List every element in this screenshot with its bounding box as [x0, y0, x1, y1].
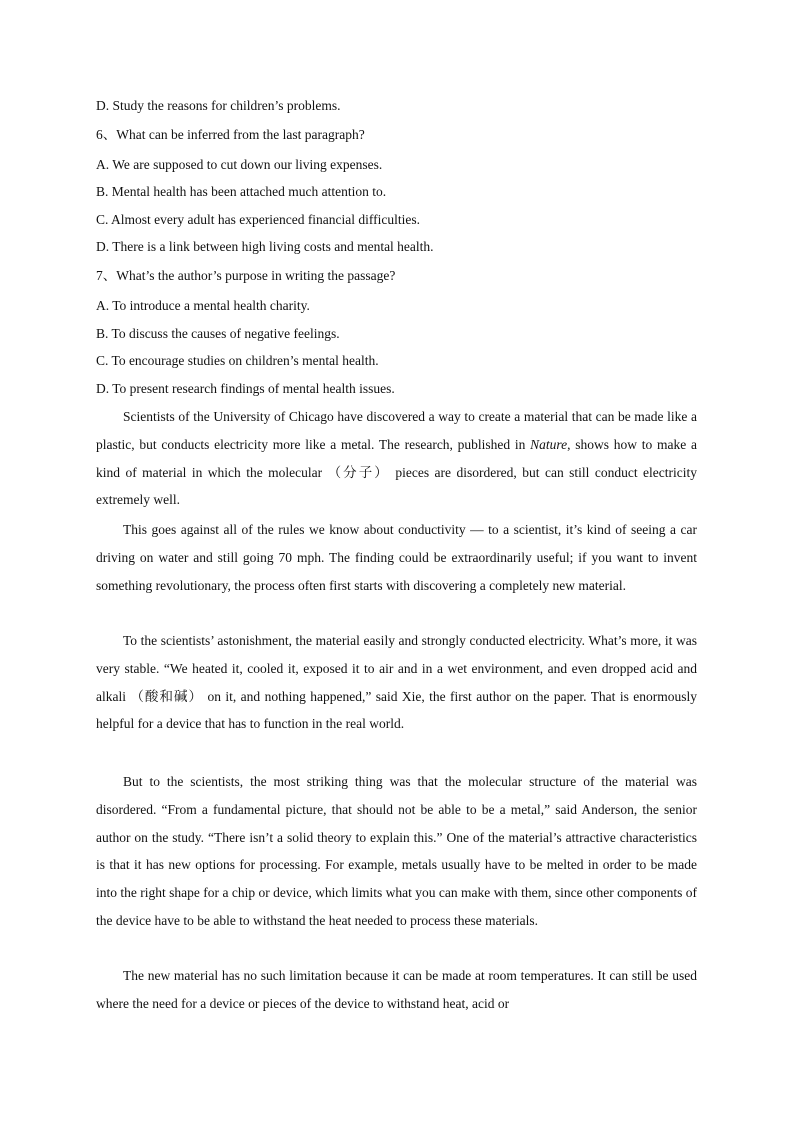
- p1-text-end: , shows how to make a kind of material in which the molecular （分子） pieces are disordered, but can still conduct electricity extremely well.: [96, 436, 697, 508]
- q6-option-d: D. There is a link between high living costs and mental health.: [96, 239, 434, 254]
- passage-paragraph-5: The new material has no such limitation because it can be made at room temperatures. It can still be used where the need for a device or pieces of the device to withstand heat, acid or: [96, 968, 697, 1011]
- passage-paragraph-1: [96, 403, 697, 514]
- p1-text-start: Scientists of the University of Chicago have discovered a way to create a material that can be made like a plastic, but conducts electricity more like a metal. The research, published in: [96, 409, 697, 452]
- q7-option-c: C. To encourage studies on children’s mental health.: [96, 353, 379, 368]
- passage-paragraph-2: This goes against all of the rules we know about conductivity — to a scientist, it’s kind of seeing a car driving on water and still going 70 mph. The finding could be extraordinarily useful; if you want to invent something revolutionary, the process often first starts with discovering a completely new material.: [96, 522, 697, 593]
- q7-stem: 7、What’s the author’s purpose in writing the passage?: [96, 268, 396, 283]
- q6-option-b: B. Mental health has been attached much attention to.: [96, 184, 387, 199]
- q7-option-d: D. To present research findings of mental health issues.: [96, 381, 395, 396]
- q5-option-d: D. Study the reasons for children’s problems.: [96, 98, 341, 113]
- q7-option-b: B. To discuss the causes of negative feelings.: [96, 326, 340, 341]
- q6-option-a: A. We are supposed to cut down our living expenses.: [96, 157, 383, 172]
- passage-paragraph-4: But to the scientists, the most striking thing was that the molecular structure of the material was disordered. “From a fundamental picture, that should not be able to be a metal,” said Anderson, the senior author on the study. “There isn’t a solid theory to explain this.” One of the material’s attractive characteristics is that it has new options for processing. For example, metals usually have to be melted in order to be made into the right shape for a chip or device, which limits what you can make with them, since other components of the device have to be able to withstand the heat needed to process these materials.: [96, 774, 697, 928]
- journal-name: Nature: [530, 436, 568, 452]
- q7-option-a: A. To introduce a mental health charity.: [96, 298, 310, 313]
- q6-option-c: C. Almost every adult has experienced financial difficulties.: [96, 212, 421, 227]
- q6-stem: 6、What can be inferred from the last paragraph?: [96, 127, 365, 142]
- passage-paragraph-3: To the scientists’ astonishment, the material easily and strongly conducted electricity. What’s more, it was very stable. “We heated it, cooled it, exposed it to air and in a wet environment, and even dropped acid and alkali （酸和碱） on it, and nothing happened,” said Xie, the first author on the paper. That is enormously helpful for a device that has to function in the real world.: [96, 633, 697, 732]
